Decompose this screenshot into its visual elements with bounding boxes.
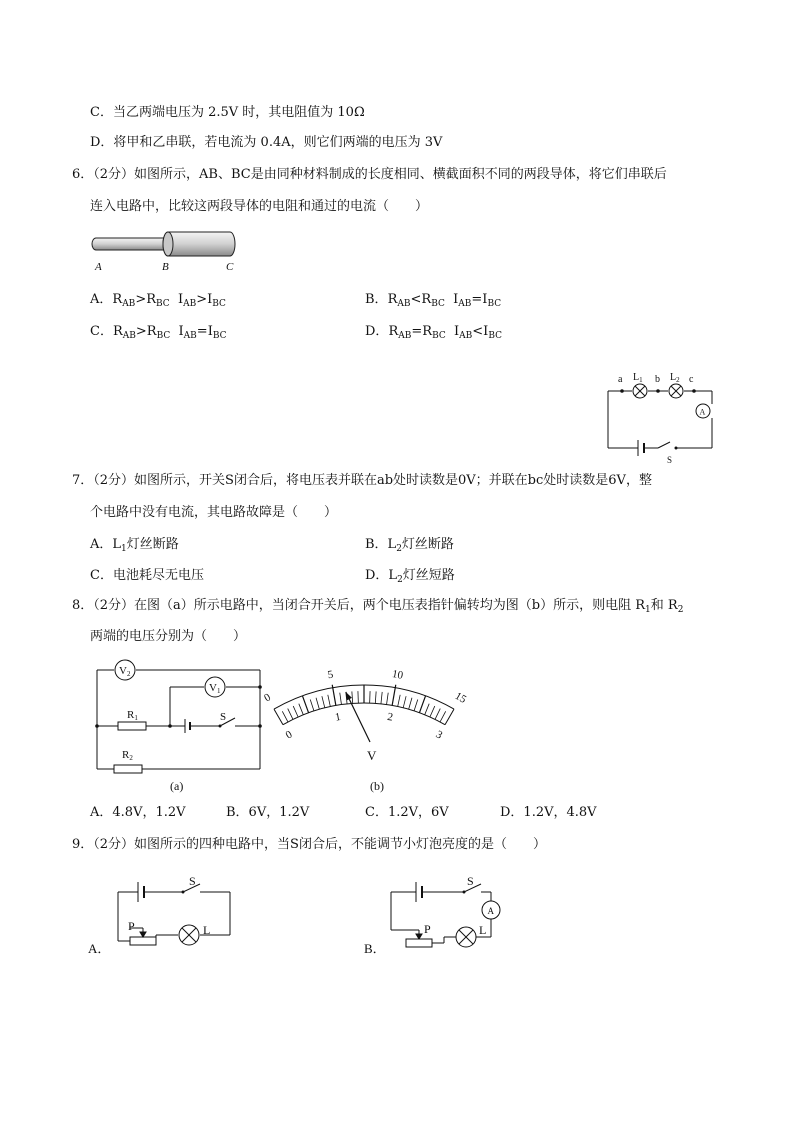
q7-stem-line2: 个电路中没有电流，其电路故障是（ ） bbox=[90, 505, 338, 520]
q7-fig-label-l1: $L_1$ bbox=[633, 372, 643, 384]
q5-option-c: C．当乙两端电压为 2.5V 时，其电阻值为 10Ω bbox=[90, 105, 365, 120]
q6-fig-label-b: B bbox=[162, 261, 169, 273]
q7-fig-label-c: c bbox=[689, 374, 694, 385]
q7-option-a: A．$L_1$灯丝断路 bbox=[90, 537, 179, 554]
q7-option-d: D．$L_2$灯丝短路 bbox=[365, 568, 455, 585]
q8-stem-line1: 8．（2分）在图（a）所示电路中，当闭合开关后，两个电压表指针偏转均为图（b）所示，则电阻 $R_1$和 $R_2$ bbox=[72, 598, 684, 615]
q9b-switch-label: S bbox=[467, 874, 474, 888]
dial-inner-label: 0 bbox=[283, 728, 295, 742]
q8-option-a: A．4.8V，1.2V bbox=[90, 805, 186, 820]
dial-tick bbox=[352, 691, 353, 703]
dial-tick bbox=[310, 700, 314, 711]
q8-option-b: B．6V，1.2V bbox=[226, 805, 310, 820]
dial-tick bbox=[398, 695, 400, 707]
dial-tick bbox=[299, 704, 303, 715]
dial-tick bbox=[409, 698, 412, 710]
dial-needle-head bbox=[346, 692, 352, 701]
q5-option-d: D．将甲和乙串联，若电流为 0.4A，则它们两端的电压为 3V bbox=[90, 135, 443, 150]
q6-stem-line1: 6．（2分）如图所示，AB、BC是由同种材料制成的长度相同、横截面积不同的两段导体，将它们串联后 bbox=[72, 167, 667, 182]
q7-option-c: C．电池耗尽无电压 bbox=[90, 568, 204, 583]
dial-tick bbox=[430, 706, 435, 717]
q6-fig-label-c: C bbox=[226, 261, 234, 273]
q9-option-a-label: A． bbox=[88, 941, 111, 956]
q6-option-a: A．$R_{AB}>R_{BC}$ $I_{AB}>I_{BC}$ bbox=[90, 292, 226, 309]
dial-outer-label: 15 bbox=[452, 689, 469, 706]
q7-fig-label-a: a bbox=[618, 374, 623, 385]
dial-tick bbox=[425, 704, 429, 715]
q8-option-c: C．1.2V，6V bbox=[365, 805, 449, 820]
q9-option-b-label: B． bbox=[364, 941, 386, 956]
q6-option-c: C．$R_{AB}>R_{BC}$ $I_{AB}=I_{BC}$ bbox=[90, 324, 227, 341]
q9a-lamp-label: L bbox=[203, 923, 211, 937]
q9a-switch-label: S bbox=[189, 874, 196, 888]
q6-stem-line2: 连入电路中，比较这两段导体的电阻和通过的电流（ ） bbox=[90, 199, 429, 214]
q9b-ammeter-label: A bbox=[487, 906, 494, 916]
dial-tick bbox=[282, 711, 288, 722]
dial-tick bbox=[440, 711, 446, 722]
dial-tick bbox=[340, 693, 342, 705]
q8-caption-b: (b) bbox=[370, 779, 384, 793]
dial-outer-label: 5 bbox=[326, 668, 335, 682]
q9a-slider-label: P bbox=[128, 919, 135, 933]
q8-r2-label: R2 bbox=[122, 749, 133, 762]
dial-tick bbox=[302, 696, 308, 713]
q8-v1-label: V1 bbox=[209, 682, 221, 695]
dial-tick bbox=[381, 692, 382, 704]
q7-ammeter-label: A bbox=[699, 407, 706, 417]
dial-tick bbox=[322, 696, 325, 708]
q9-circuit-figure-a bbox=[88, 868, 248, 963]
dial-tick bbox=[288, 709, 293, 720]
q8-stem-line2: 两端的电压分别为（ ） bbox=[90, 629, 247, 644]
q9b-slider-label: P bbox=[424, 922, 431, 936]
q8-caption-a: (a) bbox=[170, 779, 184, 793]
q9-circuit-figure-b bbox=[364, 868, 524, 963]
q7-stem-line1: 7．（2分）如图所示，开关S闭合后，将电压表并联在ab处时读数是0V；并联在bc处时读数是6V，整 bbox=[72, 473, 652, 488]
q8-r1-label: R1 bbox=[127, 709, 138, 722]
q6-option-d: D．$R_{AB}=R_{BC}$ $I_{AB}<I_{BC}$ bbox=[365, 324, 502, 341]
q7-switch-label: S bbox=[667, 455, 673, 465]
dial-outer-label: 0 bbox=[262, 691, 273, 705]
dial-tick bbox=[293, 706, 298, 717]
dial-tick bbox=[316, 698, 319, 710]
q6-option-b: B．$R_{AB}<R_{BC}$ $I_{AB}=I_{BC}$ bbox=[365, 292, 502, 309]
q7-fig-label-l2: $L_2$ bbox=[670, 372, 680, 384]
q8-switch-label: S bbox=[220, 711, 227, 723]
q9-stem: 9．（2分）如图所示的四种电路中，当S闭合后，不能调节小灯泡亮度的是（ ） bbox=[72, 837, 546, 852]
dial-tick bbox=[403, 696, 406, 708]
q8-v2-label: V2 bbox=[119, 665, 131, 678]
dial-inner-label: 1 bbox=[334, 710, 342, 724]
q6-fig-label-a: A bbox=[95, 261, 102, 273]
dial-tick bbox=[435, 709, 440, 720]
dial-tick bbox=[375, 691, 376, 703]
q7-fig-label-b: b bbox=[655, 374, 660, 385]
q9b-lamp-label: L bbox=[479, 923, 487, 937]
q8-dial-v-label: V bbox=[367, 748, 377, 763]
dial-tick bbox=[414, 700, 418, 711]
dial-inner-label: 3 bbox=[433, 728, 445, 742]
dial-inner-label: 2 bbox=[386, 710, 394, 724]
q7-option-b: B．$L_2$灯丝断路 bbox=[365, 537, 454, 554]
dial-tick bbox=[328, 695, 330, 707]
dial-tick bbox=[419, 696, 425, 713]
q8-option-d: D．1.2V，4.8V bbox=[500, 805, 597, 820]
dial-tick bbox=[387, 693, 389, 705]
dial-outer-label: 10 bbox=[391, 668, 404, 682]
